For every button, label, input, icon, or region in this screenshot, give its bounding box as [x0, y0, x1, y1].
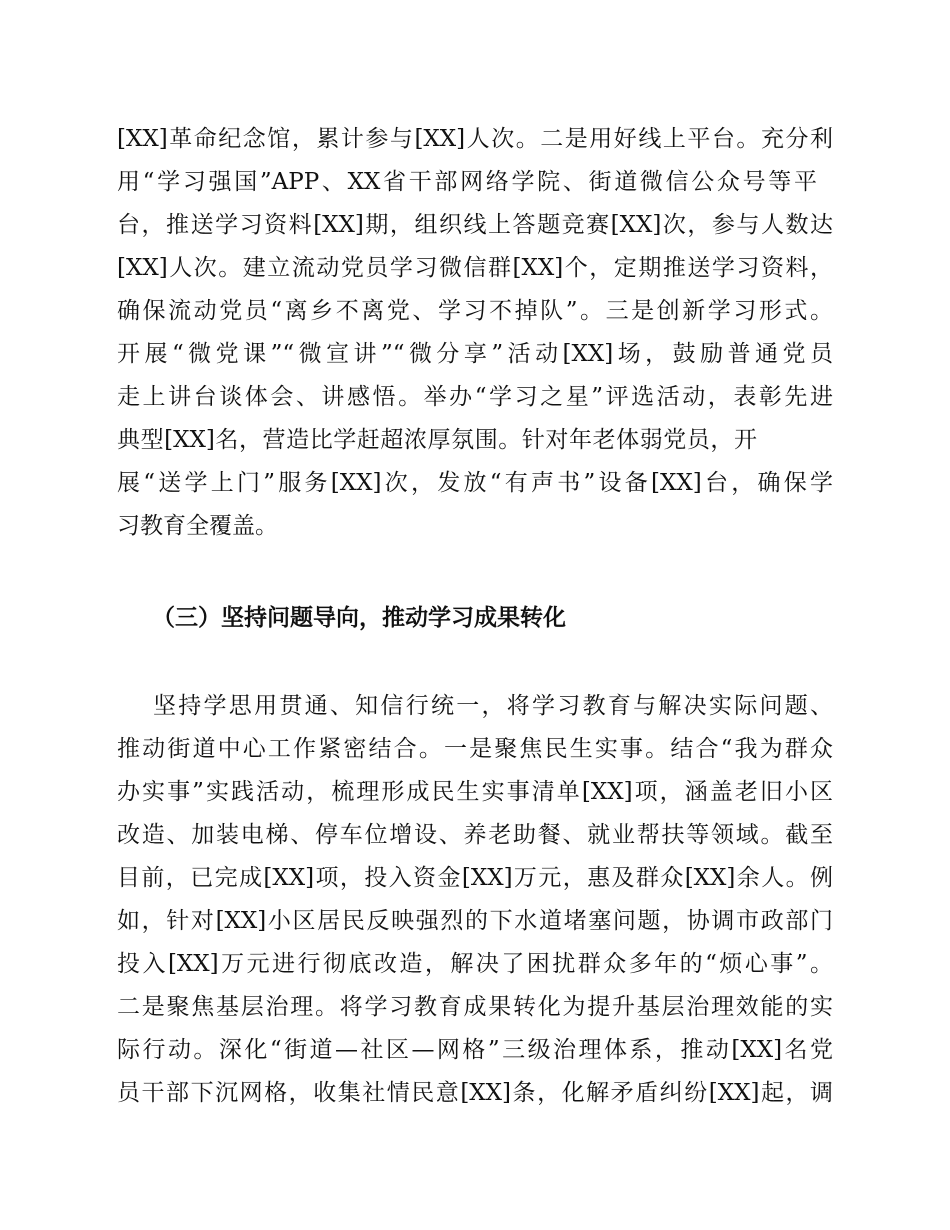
paragraph-line: 办实事”实践活动，梳理形成民生实事清单[XX]项，涵盖老旧小区	[117, 779, 833, 805]
paragraph-line: 推动街道中心工作紧密结合。一是聚焦民生实事。结合“我为群众	[117, 736, 833, 762]
paragraph-line: 习教育全覆盖。	[117, 513, 278, 539]
paragraph-line: 坚持学思用贯通、知信行统一，将学习教育与解决实际问题、	[153, 693, 833, 719]
paragraph-line: 走上讲台谈体会、讲感悟。举办“学习之星”评选活动，表彰先进	[117, 384, 833, 410]
paragraph-line: 改造、加装电梯、停车位增设、养老助餐、就业帮扶等领域。截至	[117, 822, 833, 848]
paragraph-line: 际行动。深化“街道—社区—网格”三级治理体系，推动[XX]名党	[117, 1037, 833, 1063]
paragraph-line: 投入[XX]万元进行彻底改造，解决了困扰群众多年的“烦心事”。	[117, 951, 833, 977]
paragraph-line: 如，针对[XX]小区居民反映强烈的下水道堵塞问题，协调市政部门	[117, 908, 833, 934]
paragraph-line: 二是聚焦基层治理。将学习教育成果转化为提升基层治理效能的实	[117, 994, 833, 1020]
paragraph-line: 用“学习强国”APP、XX省干部网络学院、街道微信公众号等平	[117, 169, 817, 195]
paragraph-line: 目前，已完成[XX]项，投入资金[XX]万元，惠及群众[XX]余人。例	[117, 865, 833, 891]
paragraph-line: 确保流动党员“离乡不离党、学习不掉队”。三是创新学习形式。	[117, 298, 833, 324]
section-heading: （三）坚持问题导向，推动学习成果转化	[152, 604, 566, 631]
paragraph-line: 员干部下沉网格，收集社情民意[XX]条，化解矛盾纠纷[XX]起，调	[117, 1080, 833, 1106]
paragraph-line: 台，推送学习资料[XX]期，组织线上答题竞赛[XX]次，参与人数达	[117, 212, 833, 238]
paragraph-line: 开展“微党课”“微宣讲”“微分享”活动[XX]场，鼓励普通党员	[117, 341, 833, 367]
paragraph-line: 典型[XX]名，营造比学赶超浓厚氛围。针对年老体弱党员，开	[117, 427, 757, 453]
paragraph-line: [XX]人次。建立流动党员学习微信群[XX]个，定期推送学习资料，	[117, 255, 833, 281]
paragraph-line: 展“送学上门”服务[XX]次，发放“有声书”设备[XX]台，确保学	[117, 470, 833, 496]
paragraph-line: [XX]革命纪念馆，累计参与[XX]人次。二是用好线上平台。充分利	[117, 126, 833, 152]
